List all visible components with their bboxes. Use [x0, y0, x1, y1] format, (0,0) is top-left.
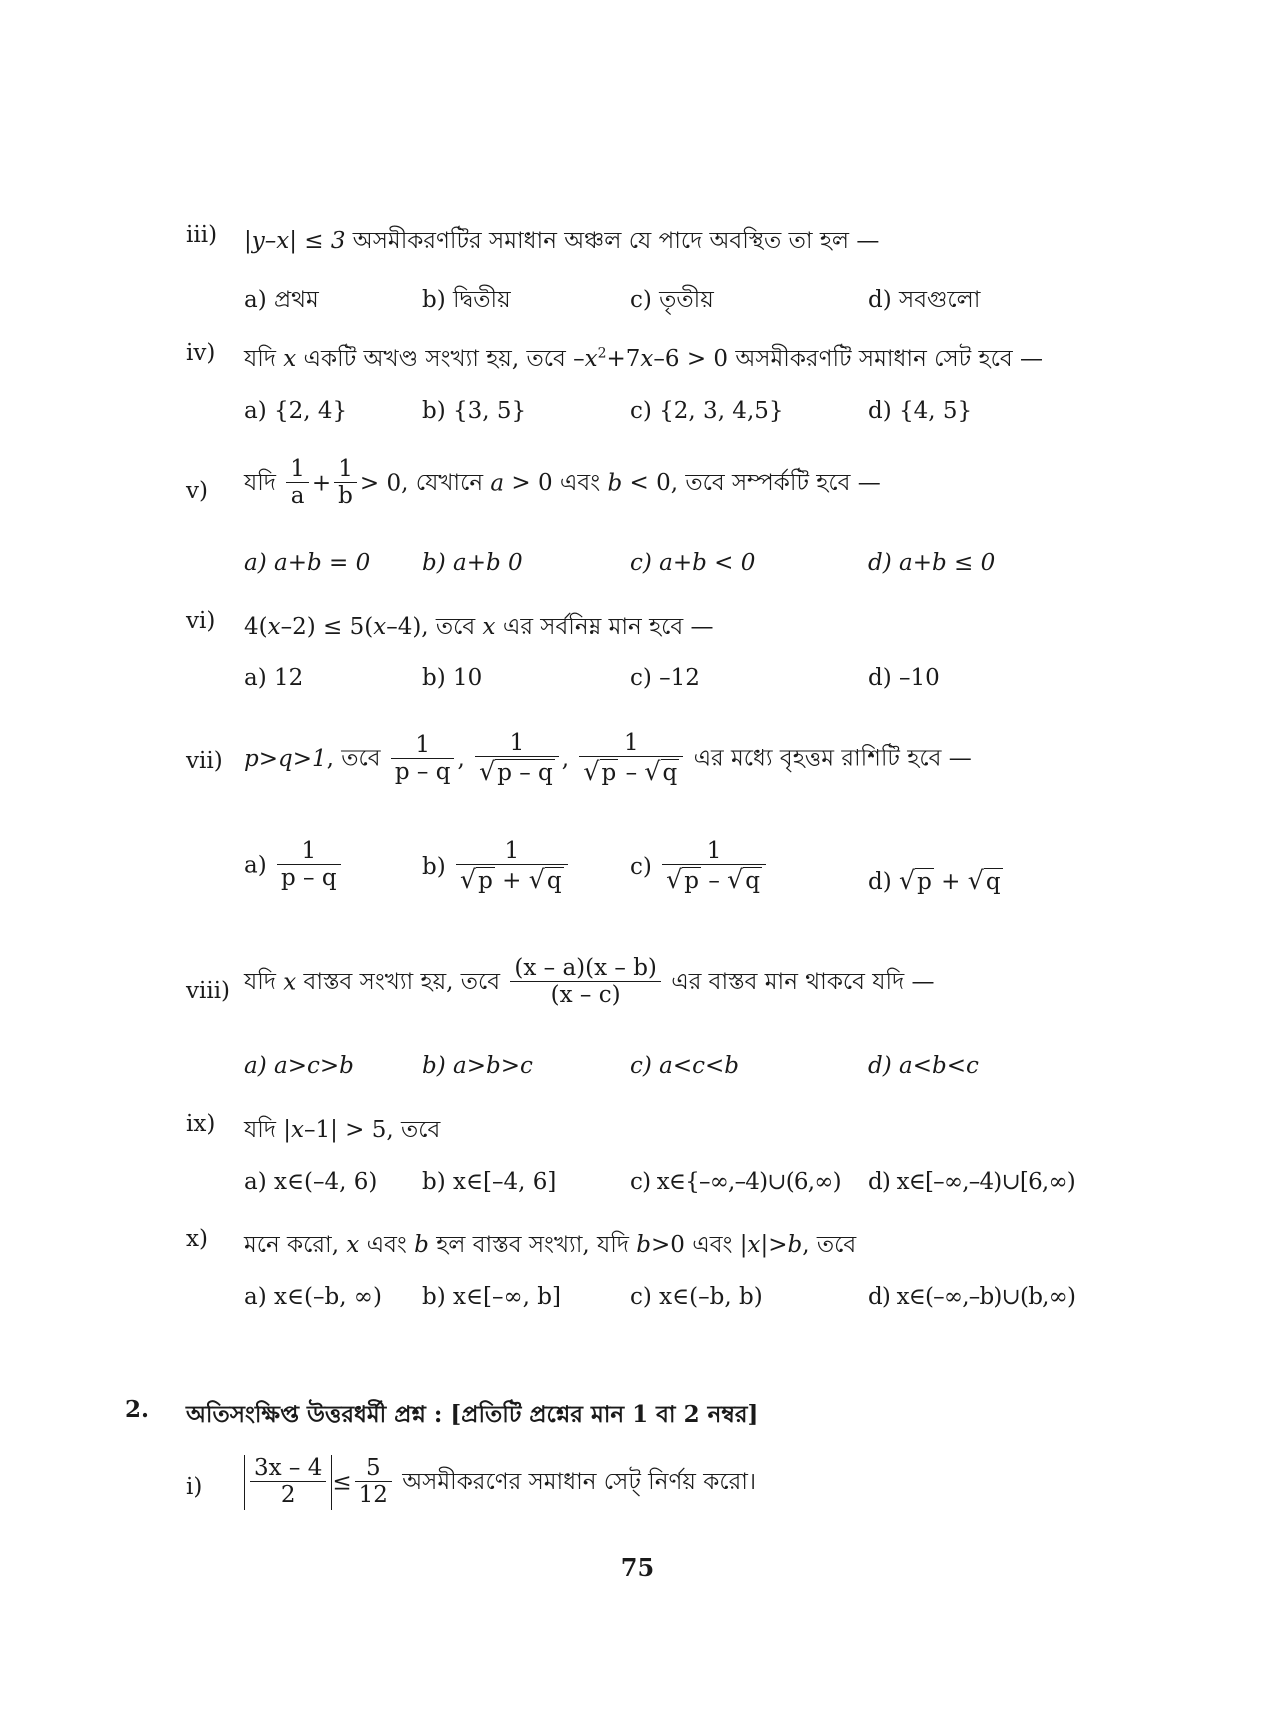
question-number: v) — [186, 478, 208, 504]
operator: + — [311, 470, 332, 497]
option-b: b) {3, 5} — [422, 398, 527, 424]
absolute-value — [244, 1455, 332, 1510]
variable: x — [267, 614, 281, 640]
text-fragment: < 0, তবে সম্পর্কটি হবে — — [622, 470, 881, 497]
square-root — [899, 866, 934, 895]
text-fragment: +7 — [606, 346, 641, 372]
text-fragment: |> — [760, 1232, 788, 1258]
fraction — [475, 730, 559, 788]
radical-sign: √ — [479, 757, 496, 787]
question-number: vii) — [186, 748, 223, 774]
operator: + — [933, 869, 968, 895]
numerator: 1 — [338, 456, 353, 482]
option-c: c) x∈{–∞,–4)∪(6,∞) — [630, 1169, 841, 1195]
denominator: 12 — [355, 1481, 392, 1510]
question-number: vi) — [186, 608, 216, 634]
square-root — [644, 757, 679, 788]
radicand: p — [684, 868, 700, 895]
fraction — [286, 456, 309, 511]
radicand: p — [917, 869, 932, 895]
denominator — [579, 756, 683, 788]
variable: x — [346, 1232, 360, 1258]
radicand: p – q — [497, 760, 553, 787]
fraction — [662, 838, 766, 896]
inequality-expression: |y–x| ≤ 3 — [244, 228, 346, 254]
option-label: d) — [868, 869, 892, 895]
denominator — [662, 864, 766, 896]
option-d: d) a<b<c — [868, 1053, 979, 1079]
operator: ≤ — [332, 1469, 352, 1496]
denominator: 2 — [250, 1481, 326, 1510]
question-text — [244, 222, 879, 261]
option-d: d) x∈(–∞,–b)∪(b,∞) — [868, 1284, 1076, 1310]
text-fragment: –2) ≤ 5( — [280, 614, 374, 640]
fraction — [510, 955, 661, 1010]
option-d: d) a+b ≤ 0 — [868, 550, 996, 576]
square-root — [479, 757, 555, 788]
square-root — [968, 866, 1003, 895]
text-fragment: > 0 এবং — [504, 470, 608, 497]
question-text — [244, 730, 972, 788]
radical-sign: √ — [528, 865, 545, 895]
radicand: q — [662, 760, 678, 787]
question-number: x) — [186, 1226, 208, 1252]
operator: > 0 — [359, 470, 402, 497]
option-d: d) {4, 5} — [868, 398, 973, 424]
variable: a — [490, 470, 505, 497]
separator: , — [561, 746, 570, 773]
radicand: p — [478, 868, 493, 895]
radical-sign: √ — [460, 865, 477, 895]
separator: , — [457, 746, 465, 773]
operator: + — [494, 868, 529, 895]
option-b: b) x∈[–∞, b] — [422, 1284, 561, 1310]
option-d: d) সবগুলো — [868, 287, 981, 313]
option-c — [630, 838, 769, 896]
numerator: 5 — [365, 1455, 381, 1481]
variable: x — [283, 346, 297, 372]
text-fragment: যদি — [244, 969, 284, 996]
fraction — [579, 730, 683, 788]
section-number: 2. — [125, 1396, 150, 1423]
option-d: d) –10 — [868, 665, 940, 691]
option-a: a) x∈(–b, ∞) — [244, 1284, 382, 1310]
denominator: p – q — [391, 758, 455, 787]
question-number: ix) — [186, 1111, 216, 1137]
question-number: viii) — [186, 978, 231, 1004]
square-root — [666, 865, 701, 896]
fraction — [250, 1455, 326, 1510]
square-root — [460, 865, 495, 896]
option-d: d) x∈[–∞,–4)∪[6,∞) — [868, 1169, 1075, 1195]
variable: x — [373, 614, 387, 640]
text-fragment: –1| > 5, তবে — [303, 1117, 441, 1143]
denominator — [456, 864, 568, 896]
option-b: b) x∈[–4, 6] — [422, 1169, 557, 1195]
numerator: 1 — [290, 456, 305, 482]
denominator: b — [334, 482, 357, 511]
option-d — [868, 866, 1003, 895]
option-c: c) a<c<b — [630, 1053, 740, 1079]
section-title: অতিসংক্ষিপ্ত উত্তরধর্মী প্রশ্ন : [প্রতিটি প্রশ্নের মান 1 বা 2 নম্বর] — [186, 1401, 759, 1428]
option-a: a) প্রথম — [244, 287, 319, 313]
operator: – — [618, 760, 645, 787]
radical-sign: √ — [967, 866, 984, 895]
text-fragment: যদি — [244, 470, 276, 497]
fraction — [456, 838, 568, 896]
radical-sign: √ — [644, 757, 661, 787]
text-fragment: এর মধ্যে বৃহত্তম রাশিটি হবে — — [693, 745, 972, 772]
numerator: 1 — [624, 730, 639, 756]
option-b: b) a+b 0 — [422, 550, 523, 576]
radicand: q — [985, 869, 1001, 895]
fraction — [277, 838, 341, 893]
numerator: 1 — [301, 838, 317, 864]
variable: x — [290, 1117, 304, 1143]
question-number: i) — [186, 1474, 203, 1500]
option-b: b) দ্বিতীয় — [422, 287, 511, 313]
variable: x — [640, 346, 654, 372]
numerator: 1 — [504, 838, 520, 864]
denominator: p – q — [277, 864, 341, 893]
variable: b — [414, 1232, 429, 1258]
option-b: b) a>b>c — [422, 1053, 533, 1079]
question-text — [244, 608, 714, 647]
text-fragment: , তবে — [802, 1232, 857, 1258]
question-text — [244, 955, 935, 1010]
option-b: b) 10 — [422, 665, 483, 691]
text-fragment: এর সর্বনিম্ন মান হবে — — [495, 614, 714, 640]
denominator — [475, 756, 559, 788]
variable: b — [636, 1232, 651, 1258]
question-text — [244, 456, 881, 511]
radicand: q — [745, 868, 761, 895]
text-fragment: >0 এবং | — [650, 1232, 748, 1258]
option-c: c) x∈(–b, b) — [630, 1284, 763, 1310]
variable: x — [584, 346, 598, 372]
page-number: 75 — [620, 1553, 655, 1582]
text-fragment: , তবে — [326, 745, 381, 772]
radical-sign: √ — [583, 757, 600, 787]
option-label: a) — [244, 852, 267, 879]
numerator: 1 — [415, 731, 430, 758]
square-root — [583, 757, 618, 788]
option-b — [422, 838, 571, 896]
radicand: p — [601, 760, 617, 787]
option-a: a) x∈(–4, 6) — [244, 1169, 378, 1195]
radical-sign: √ — [666, 865, 683, 895]
text-fragment: এর বাস্তব মান থাকবে যদি — — [671, 969, 935, 996]
option-a: a) a+b = 0 — [244, 550, 371, 576]
text-fragment: , যেখানে — [401, 470, 491, 497]
denominator: a — [286, 482, 309, 511]
option-label: b) — [422, 854, 446, 881]
variable: x — [747, 1232, 761, 1258]
question-text — [244, 1111, 440, 1150]
option-c: c) তৃতীয় — [630, 287, 714, 313]
text-fragment: মনে করো, — [244, 1232, 347, 1258]
option-a: a) a>c>b — [244, 1053, 354, 1079]
operator: – — [701, 868, 728, 895]
text-fragment: বাস্তব সংখ্যা হয়, তবে — [296, 969, 501, 996]
text-fragment: যদি | — [244, 1117, 291, 1143]
variable: b — [607, 470, 623, 497]
square-root — [727, 865, 762, 896]
variable: b — [787, 1232, 803, 1258]
exponent: 2 — [597, 345, 607, 362]
option-a: a) {2, 4} — [244, 398, 348, 424]
question-number: iv) — [186, 340, 216, 366]
text-fragment: হল বাস্তব সংখ্যা, যদি — [428, 1232, 637, 1258]
fraction — [355, 1455, 392, 1510]
square-root — [529, 865, 564, 896]
text-fragment: –4), তবে — [386, 614, 483, 640]
question-text — [244, 340, 1043, 379]
variable: x — [482, 614, 496, 640]
question-number: iii) — [186, 222, 218, 248]
numerator: 1 — [706, 838, 722, 864]
question-text — [244, 1226, 856, 1265]
text-fragment: যদি — [244, 346, 284, 372]
radicand: q — [546, 868, 562, 895]
numerator: 3x – 4 — [254, 1455, 323, 1481]
question-body: অসমীকরণটির সমাধান অঞ্চল যে পাদে অবস্থিত তা হল — — [345, 228, 880, 254]
option-c: c) a+b < 0 — [630, 550, 756, 576]
option-a: a) 12 — [244, 665, 304, 691]
fraction — [334, 456, 357, 511]
text-fragment: অসমীকরণের সমাধান সেট্ নির্ণয় করো। — [394, 1469, 757, 1496]
text-fragment: –6 > 0 অসমীকরণটি সমাধান সেট হবে — — [653, 346, 1043, 372]
question-text — [244, 1455, 756, 1510]
radical-sign: √ — [727, 865, 744, 895]
denominator: (x – c) — [510, 981, 661, 1010]
radical-sign: √ — [899, 866, 916, 895]
option-label: c) — [630, 854, 652, 881]
text-fragment: 4( — [244, 614, 268, 640]
text-fragment: এবং — [359, 1232, 415, 1258]
option-c: c) –12 — [630, 665, 700, 691]
fraction — [391, 732, 455, 787]
text-fragment: একটি অখণ্ড সংখ্যা হয়, তবে – — [296, 346, 585, 372]
condition: p>q>1 — [244, 746, 327, 773]
variable: x — [283, 969, 297, 996]
numerator: 1 — [509, 730, 525, 756]
option-a — [244, 838, 344, 893]
option-c: c) {2, 3, 4,5} — [630, 398, 784, 424]
numerator: (x – a)(x – b) — [514, 955, 657, 981]
